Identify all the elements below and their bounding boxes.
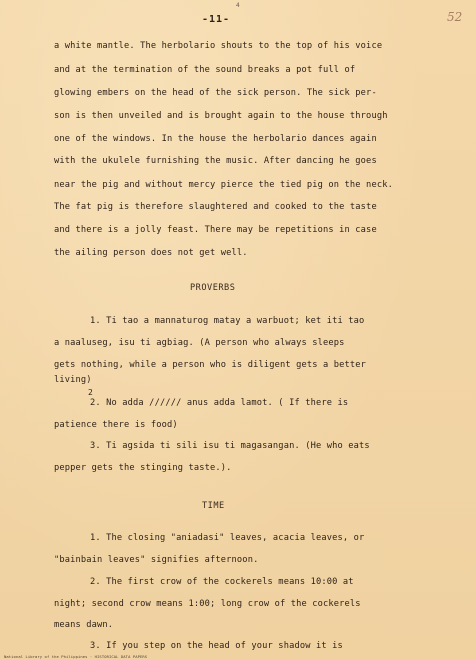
body-line: The fat pig is therefore slaughtered and cooked to the taste xyxy=(54,202,377,212)
body-line: the ailing person does not get well. xyxy=(54,248,248,258)
proverb-line: 3. Ti agsida ti sili isu ti magasangan. (He who eats xyxy=(90,441,370,451)
proverb-line: living) xyxy=(54,375,92,385)
proverb-line: a naaluseg, isu ti agbiag. (A person who always sleeps xyxy=(54,338,345,348)
proverb-line: patience there is food) xyxy=(54,420,178,430)
proverb-line: 2. No adda ////// anus adda lamot. ( If there is xyxy=(90,398,349,408)
body-line: son is then unveiled and is brought again to the house through xyxy=(54,111,388,121)
body-line: and at the termination of the sound breaks a pot full of xyxy=(54,65,356,75)
proverb-line: 1. Ti tao a mannaturog matay a warbuot; ket iti tao xyxy=(90,316,365,326)
archive-footer: National Library of the Philippines · HISTORICAL DATA PAPERS xyxy=(4,654,148,659)
body-line: near the pig and without mercy pierce the tied pig on the neck. xyxy=(54,180,393,190)
handwritten-folio-number: 52 xyxy=(447,10,463,24)
body-line: and there is a jolly feast. There may be repetitions in case xyxy=(54,225,377,235)
body-line: a white mantle. The herbolario shouts to the top of his voice xyxy=(54,41,383,51)
time-heading: TIME xyxy=(202,501,225,511)
page-number: -11- xyxy=(202,14,231,25)
proverb-line: pepper gets the stinging taste.). xyxy=(54,463,232,473)
body-line: one of the windows. In the house the herbolario dances again xyxy=(54,134,377,144)
time-line: 3. If you step on the head of your shadow it is xyxy=(90,641,343,651)
time-line: means dawn. xyxy=(54,620,114,630)
page-marker: 4 xyxy=(236,2,240,9)
body-line: glowing embers on the head of the sick person. The sick per- xyxy=(54,88,377,98)
time-line: 2. The first crow of the cockerels means 10:00 at xyxy=(90,577,354,587)
time-line: night; second crow means 1:00; long crow of the cockerels xyxy=(54,599,361,609)
time-line: "bainbain leaves" signifies afternoon. xyxy=(54,555,259,565)
proverb-line: gets nothing, while a person who is diligent gets a better xyxy=(54,360,367,370)
time-line: 1. The closing "aniadasi" leaves, acacia leaves, or xyxy=(90,533,365,543)
body-line: with the ukulele furnishing the music. After dancing he goes xyxy=(54,156,377,166)
proverbs-heading: PROVERBS xyxy=(190,283,236,293)
proverb-insertion-mark: 2 xyxy=(88,388,93,397)
